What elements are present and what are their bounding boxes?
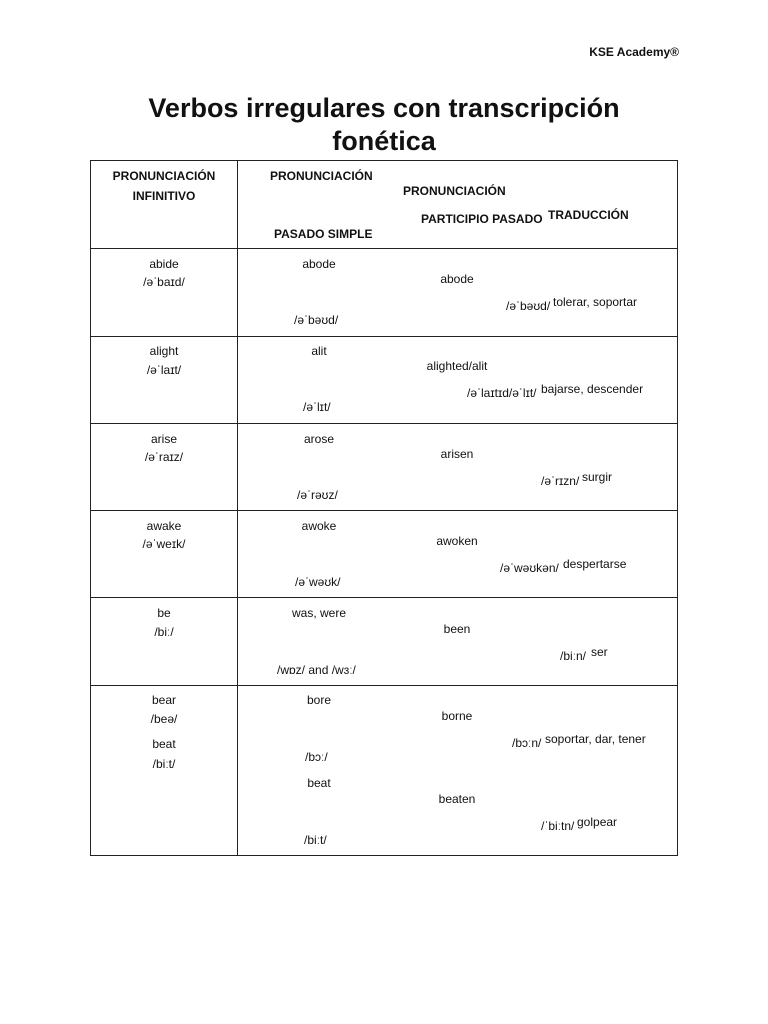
translation: soportar, dar, tener [545, 732, 646, 746]
infinitive-ipa: /biː/ [154, 625, 174, 639]
past-simple: arose [303, 432, 335, 446]
header-col4: TRADUCCIÓN [548, 208, 629, 222]
past-simple: awoke [301, 519, 337, 533]
infinitive: bear [151, 693, 177, 707]
past-simple: bore [306, 693, 332, 707]
past-simple: beat [307, 776, 331, 790]
infinitive-ipa: /əˈlaɪt/ [146, 363, 182, 377]
row-divider [91, 248, 677, 249]
translation: golpear [577, 815, 618, 829]
row-divider [91, 510, 677, 511]
past-participle-ipa: /biːn/ [560, 649, 587, 663]
past-simple-ipa: /bɔː/ [305, 750, 328, 764]
title-line-2: fonética [332, 126, 436, 156]
translation: bajarse, descender [541, 382, 644, 396]
verbs-table [90, 160, 678, 856]
past-simple-ipa: /əˈwəʊk/ [295, 575, 341, 589]
translation: ser [591, 645, 608, 659]
infinitive: beat [152, 737, 176, 751]
row-divider [91, 597, 677, 598]
infinitive: abide [149, 257, 179, 271]
past-simple-ipa: /biːt/ [304, 833, 327, 847]
past-simple: alit [311, 344, 327, 358]
header-col2-top: PRONUNCIACIÓN [270, 169, 373, 183]
past-participle-ipa: /əˈrɪzn/ [541, 474, 580, 488]
translation: despertarse [563, 557, 627, 571]
infinitive: arise [150, 432, 177, 446]
infinitive: be [157, 606, 171, 620]
past-participle-ipa: /əˈbəʊd/ [506, 299, 551, 313]
header-col1-line2: INFINITIVO [132, 189, 196, 203]
past-simple-ipa: /əˈrəʊz/ [297, 488, 338, 502]
header-col1-line1: PRONUNCIACIÓN [112, 169, 216, 183]
past-participle: been [443, 622, 471, 636]
past-participle-ipa: /bɔːn/ [512, 736, 542, 750]
past-participle-ipa: /əˈwəʊkən/ [500, 561, 559, 575]
infinitive-ipa: /əˈbaɪd/ [143, 275, 185, 289]
header-col3-bottom: PARTICIPIO PASADO [421, 212, 543, 226]
header-col3-top: PRONUNCIACIÓN [403, 184, 506, 198]
translation: surgir [582, 470, 613, 484]
past-simple: abode [302, 257, 336, 271]
infinitive-ipa: /biːt/ [152, 757, 176, 771]
title-line-1: Verbos irregulares con transcripción [148, 93, 620, 123]
brand-label: KSE Academy® [589, 45, 679, 59]
infinitive: awake [146, 519, 182, 533]
row-divider [91, 423, 677, 424]
infinitive-ipa: /əˈweɪk/ [142, 537, 186, 551]
past-participle: beaten [438, 792, 476, 806]
past-simple: was, were [291, 606, 347, 620]
infinitive: alight [149, 344, 179, 358]
header-col2-bottom: PASADO SIMPLE [274, 227, 373, 241]
past-simple-ipa: /əˈlɪt/ [303, 400, 331, 414]
past-participle: arisen [440, 447, 474, 461]
infinitive-ipa: /beə/ [150, 712, 178, 726]
past-participle-ipa: /ˈbiːtn/ [541, 819, 575, 833]
row-divider [91, 685, 677, 686]
past-participle: awoken [436, 534, 478, 548]
row-divider [91, 336, 677, 337]
page-title [90, 92, 678, 158]
infinitive-ipa: /əˈraɪz/ [144, 450, 184, 464]
past-participle: alighted/alit [426, 359, 488, 373]
past-participle: borne [441, 709, 473, 723]
past-participle: abode [440, 272, 474, 286]
past-simple-ipa: /wɒz/ and /wɜː/ [277, 663, 356, 677]
translation: tolerar, soportar [553, 295, 638, 309]
past-simple-ipa: /əˈbəʊd/ [294, 313, 339, 327]
past-participle-ipa: /əˈlaɪtɪd/əˈlɪt/ [467, 386, 537, 400]
